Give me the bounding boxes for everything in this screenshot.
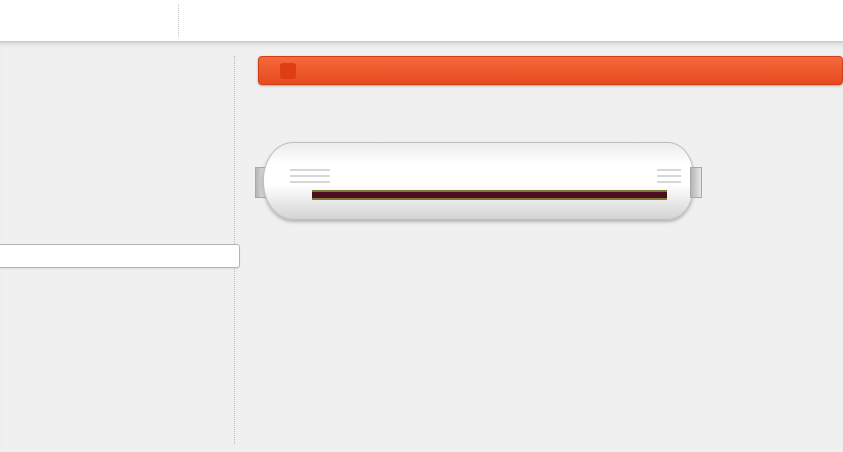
car-aisle — [312, 190, 667, 200]
seat-map-panel — [250, 42, 843, 243]
header-divider — [178, 4, 179, 37]
car-stripes-left — [290, 169, 330, 187]
content-area — [0, 41, 843, 452]
header — [0, 0, 843, 41]
hide-button[interactable] — [258, 56, 843, 85]
car-diagram — [255, 142, 702, 220]
arrow-right-icon — [280, 63, 296, 79]
car-coupler-right — [690, 167, 702, 198]
car-stripes-right — [657, 169, 681, 187]
car-body — [263, 142, 694, 220]
seat-position-select[interactable] — [0, 244, 240, 268]
